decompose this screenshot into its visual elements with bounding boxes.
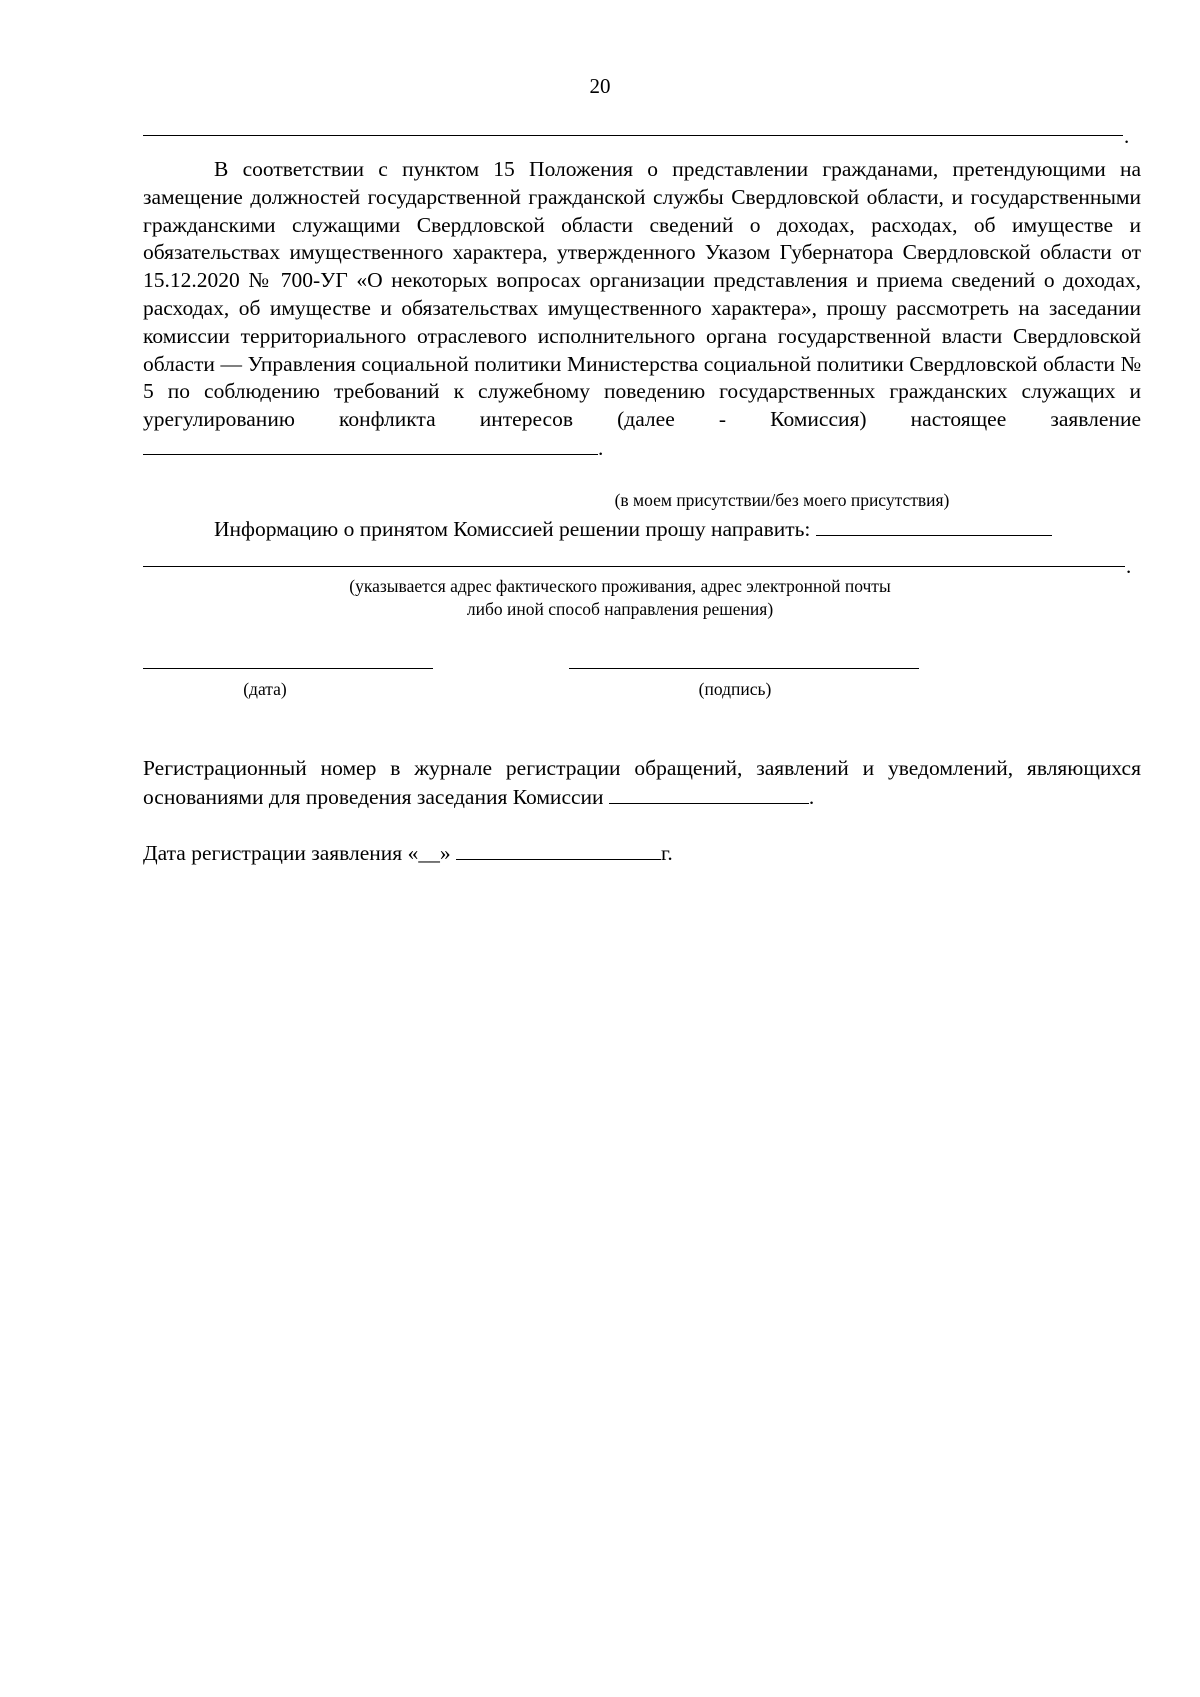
address-hint-line1: (указывается адрес фактического проживания, адрес электронной почты [349, 576, 891, 596]
presence-hint: (в моем присутствии/без моего присутствия) [614, 490, 950, 510]
info-request-blank [816, 515, 1052, 536]
date-blank-line [143, 668, 433, 669]
top-blank-line [143, 135, 1123, 136]
main-paragraph [143, 156, 1141, 463]
main-paragraph-period: . [598, 435, 604, 460]
main-paragraph-text: В соответствии с пунктом 15 Положения о представлении гражданами, претендующими на замещение должностей государственной гражданской службы Свердловской области, и государственными гражданскими служащими Свердловской области сведений о доходах, расходах, об имуществе и обязательствах имущественного характера, утвержденного Указом Губернатора Свердловской области от 15.12.2020 № 700-УГ «О некоторых вопросах организации представления и приема сведений о доходах, расходах, об имуществе и обязательствах имущественного характера», прошу рассмотреть на заседании комиссии территориального отраслевого исполнительного органа государственной власти Свердловской области — Управления социальной политики Министерства социальной политики Свердловской области № 5 по соблюдению требований к служебному поведению государственных гражданских служащих и урегулированию конфликта интересов (далее - Комиссия) настоящее заявление [143, 157, 1141, 432]
registration-date-blank [456, 839, 661, 860]
main-paragraph-block [143, 156, 1141, 463]
signature-label: (подпись) [698, 679, 772, 699]
address-blank-line [143, 566, 1125, 567]
info-request-text: Информацию о принятом Комиссией решении прошу направить: [214, 517, 811, 541]
registration-date-suffix: г. [660, 841, 673, 865]
address-hint-line2: либо иной способ направления решения) [466, 599, 774, 619]
registration-date-line [143, 839, 673, 868]
date-label: (дата) [243, 679, 287, 699]
registration-number-blank [609, 783, 809, 804]
registration-number-period: . [808, 784, 815, 809]
presence-blank [143, 434, 598, 455]
address-line-period: . [1126, 554, 1132, 578]
registration-number-text: Регистрационный номер в журнале регистрации обращений, заявлений и уведомлений, являющихся основаниями для проведения заседания Комиссии [143, 756, 1141, 809]
registration-date-prefix: Дата регистрации заявления «__» [143, 841, 451, 865]
info-request-line [214, 515, 1052, 544]
top-line-period: . [1124, 124, 1130, 148]
signature-blank-line [569, 668, 919, 669]
page-number: 20 [589, 74, 611, 98]
registration-number-paragraph [143, 755, 1141, 812]
registration-number-block [143, 755, 1141, 812]
